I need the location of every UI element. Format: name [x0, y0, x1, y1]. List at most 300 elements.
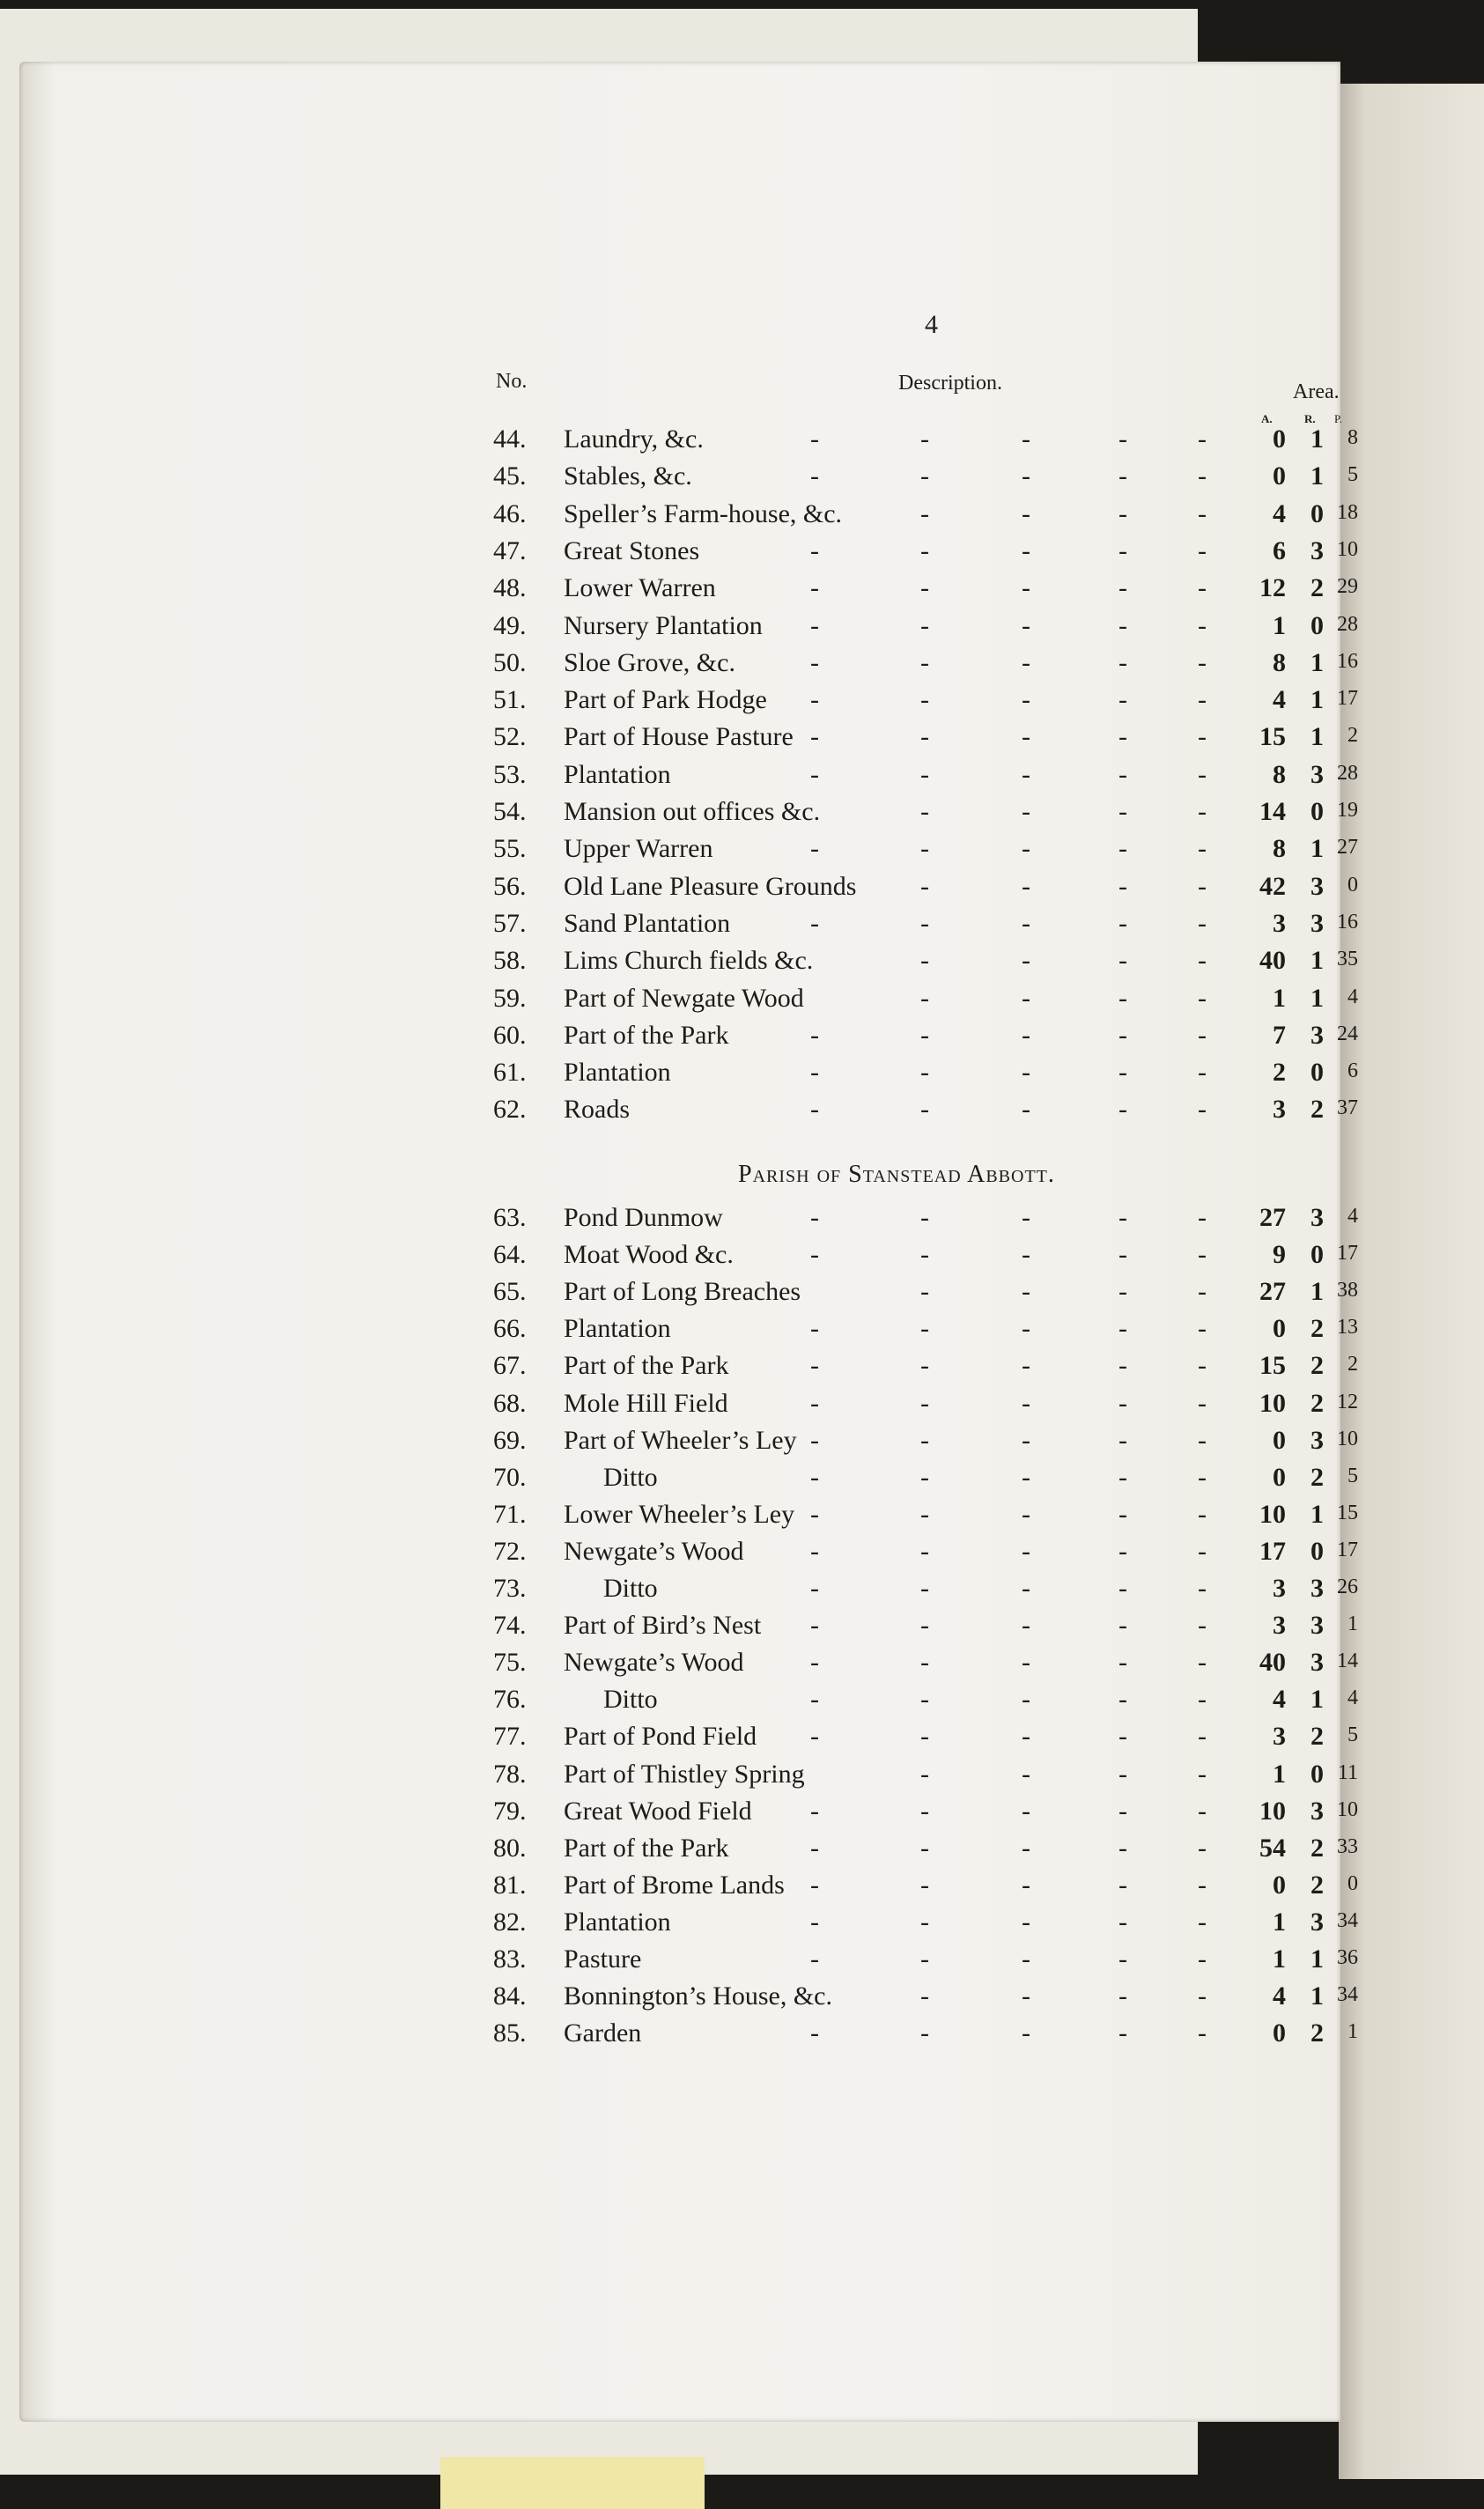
row-number: 69. — [493, 1425, 527, 1455]
row-description: Part of Park Hodge — [564, 685, 767, 715]
leader-dash: - — [920, 1796, 929, 1826]
row-acres: 1 — [1273, 1907, 1286, 1937]
header-description: Description. — [898, 372, 1002, 395]
leader-dash: - — [810, 1314, 819, 1344]
leader-dash: - — [1119, 1240, 1127, 1270]
leader-dash: - — [810, 1388, 819, 1418]
leader-dash: - — [920, 1870, 929, 1900]
leader-dash: - — [1022, 1277, 1030, 1307]
row-perches: 16 — [1337, 649, 1358, 673]
leader-dash: - — [1022, 1462, 1030, 1492]
row-roods: 1 — [1310, 647, 1324, 677]
row-perches: 29 — [1337, 575, 1358, 599]
leader-dash: - — [1022, 797, 1030, 826]
table-row — [0, 722, 1374, 757]
leader-dash: - — [810, 1833, 819, 1863]
leader-dash: - — [1198, 983, 1207, 1013]
leader-dash: - — [1022, 424, 1030, 454]
leader-dash: - — [810, 2018, 819, 2048]
row-acres: 8 — [1273, 834, 1286, 864]
row-description: Garden — [564, 2018, 642, 2048]
leader-dash: - — [920, 1240, 929, 1270]
leader-dash: - — [810, 1020, 819, 1050]
leader-dash: - — [920, 983, 929, 1013]
page-number: 4 — [925, 310, 938, 339]
row-roods: 3 — [1310, 1648, 1324, 1678]
row-number: 49. — [493, 610, 527, 640]
table-row — [0, 461, 1374, 497]
table-row — [0, 1389, 1374, 1424]
row-roods: 3 — [1310, 1425, 1324, 1455]
table-row — [0, 685, 1374, 720]
leader-dash: - — [920, 535, 929, 565]
leader-dash: - — [1022, 1425, 1030, 1455]
leader-dash: - — [920, 424, 929, 454]
leader-dash: - — [1198, 685, 1207, 715]
leader-dash: - — [810, 1058, 819, 1088]
leader-dash: - — [1119, 1388, 1127, 1418]
leader-dash: - — [920, 908, 929, 938]
row-acres: 1 — [1273, 1944, 1286, 1974]
row-number: 74. — [493, 1611, 527, 1641]
header-area: Area. — [1293, 380, 1340, 403]
leader-dash: - — [1119, 1981, 1127, 2011]
leader-dash: - — [920, 1095, 929, 1125]
row-number: 75. — [493, 1648, 527, 1678]
leader-dash: - — [1119, 834, 1127, 864]
table-row — [0, 1981, 1374, 2017]
table-row — [0, 1240, 1374, 1275]
row-description: Lower Wheeler’s Ley — [564, 1499, 795, 1529]
row-perches: 26 — [1337, 1576, 1358, 1598]
leader-dash: - — [1198, 1388, 1207, 1418]
row-perches: 11 — [1337, 1760, 1358, 1784]
leader-dash: - — [810, 1499, 819, 1529]
row-perches: 10 — [1337, 1427, 1358, 1450]
leader-dash: - — [1119, 1685, 1127, 1715]
leader-dash: - — [810, 461, 819, 491]
leader-dash: - — [1119, 1759, 1127, 1789]
row-number: 54. — [493, 797, 527, 826]
leader-dash: - — [920, 1981, 929, 2011]
table-row — [0, 1314, 1374, 1349]
leader-dash: - — [810, 834, 819, 864]
row-number: 53. — [493, 759, 527, 789]
leader-dash: - — [1119, 1058, 1127, 1088]
leader-dash: - — [1022, 1574, 1030, 1603]
yellow-slip — [440, 2457, 705, 2509]
row-number: 73. — [493, 1574, 527, 1603]
leader-dash: - — [1022, 1796, 1030, 1826]
row-description: Part of Bird’s Nest — [564, 1611, 762, 1641]
row-description: Lower Warren — [564, 573, 716, 603]
header-no: No. — [496, 370, 528, 393]
leader-dash: - — [1022, 908, 1030, 938]
leader-dash: - — [1119, 1611, 1127, 1641]
row-acres: 7 — [1273, 1020, 1286, 1050]
leader-dash: - — [920, 1277, 929, 1307]
row-number: 81. — [493, 1870, 527, 1900]
row-description: Plantation — [564, 1907, 671, 1937]
row-roods: 1 — [1310, 1499, 1324, 1529]
leader-dash: - — [810, 1870, 819, 1900]
leader-dash: - — [1022, 946, 1030, 976]
row-perches: 28 — [1337, 612, 1358, 636]
row-description: Bonnington’s House, &c. — [564, 1981, 832, 2011]
leader-dash: - — [810, 908, 819, 938]
leader-dash: - — [1119, 908, 1127, 938]
leader-dash: - — [1119, 498, 1127, 528]
leader-dash: - — [1198, 1277, 1207, 1307]
leader-dash: - — [1198, 573, 1207, 603]
table-row — [0, 909, 1374, 944]
row-roods: 2 — [1310, 1870, 1324, 1900]
leader-dash: - — [920, 1314, 929, 1344]
leader-dash: - — [920, 573, 929, 603]
row-perches: 1 — [1347, 2020, 1358, 2044]
row-description: Roads — [564, 1095, 630, 1125]
row-roods: 3 — [1310, 1907, 1324, 1937]
row-acres: 3 — [1273, 1722, 1286, 1752]
leader-dash: - — [920, 1058, 929, 1088]
row-roods: 3 — [1310, 1203, 1324, 1232]
leader-dash: - — [1022, 461, 1030, 491]
row-perches: 8 — [1347, 426, 1358, 449]
row-perches: 24 — [1337, 1022, 1358, 1045]
row-roods: 1 — [1310, 946, 1324, 976]
row-roods: 2 — [1310, 1314, 1324, 1344]
row-number: 83. — [493, 1944, 527, 1974]
leader-dash: - — [1022, 1095, 1030, 1125]
header-roods: R. — [1304, 412, 1316, 425]
leader-dash: - — [1198, 1796, 1207, 1826]
row-roods: 1 — [1310, 424, 1324, 454]
leader-dash: - — [1198, 1648, 1207, 1678]
row-perches: 0 — [1347, 873, 1358, 897]
leader-dash: - — [1119, 424, 1127, 454]
row-roods: 3 — [1310, 871, 1324, 901]
leader-dash: - — [1119, 983, 1127, 1013]
row-description: Newgate’s Wood — [564, 1648, 744, 1678]
section-heading: Parish of Stanstead Abbott. — [738, 1161, 1055, 1188]
row-acres: 2 — [1273, 1058, 1286, 1088]
row-number: 45. — [493, 461, 527, 491]
row-number: 84. — [493, 1981, 527, 2011]
table-row — [0, 499, 1374, 535]
row-perches: 2 — [1347, 724, 1358, 748]
leader-dash: - — [1198, 647, 1207, 677]
row-perches: 18 — [1337, 500, 1358, 524]
leader-dash: - — [1198, 498, 1207, 528]
leader-dash: - — [1119, 1574, 1127, 1603]
leader-dash: - — [1198, 908, 1207, 938]
leader-dash: - — [920, 685, 929, 715]
row-roods: 3 — [1310, 535, 1324, 565]
row-roods: 0 — [1310, 498, 1324, 528]
leader-dash: - — [920, 647, 929, 677]
row-acres: 0 — [1273, 2018, 1286, 2048]
leader-dash: - — [1198, 1944, 1207, 1974]
leader-dash: - — [1119, 647, 1127, 677]
leader-dash: - — [1022, 535, 1030, 565]
row-roods: 0 — [1310, 1240, 1324, 1270]
leader-dash: - — [1119, 610, 1127, 640]
row-acres: 12 — [1259, 573, 1286, 603]
row-roods: 3 — [1310, 1574, 1324, 1603]
row-roods: 2 — [1310, 1833, 1324, 1863]
leader-dash: - — [1022, 1499, 1030, 1529]
leader-dash: - — [1198, 1095, 1207, 1125]
leader-dash: - — [920, 722, 929, 752]
row-description: Sand Plantation — [564, 908, 731, 938]
leader-dash: - — [1022, 1722, 1030, 1752]
leader-dash: - — [1198, 722, 1207, 752]
leader-dash: - — [1119, 1722, 1127, 1752]
row-perches: 5 — [1347, 1464, 1358, 1487]
row-number: 58. — [493, 946, 527, 976]
table-row — [0, 1537, 1374, 1572]
leader-dash: - — [1198, 1722, 1207, 1752]
row-number: 61. — [493, 1058, 527, 1088]
leader-dash: - — [920, 498, 929, 528]
header-perches: P. — [1334, 412, 1343, 425]
table-row — [0, 1944, 1374, 1980]
leader-dash: - — [920, 1499, 929, 1529]
row-acres: 40 — [1259, 946, 1286, 976]
leader-dash: - — [1119, 1648, 1127, 1678]
leader-dash: - — [920, 759, 929, 789]
row-number: 79. — [493, 1796, 527, 1826]
leader-dash: - — [1119, 1833, 1127, 1863]
row-description: Part of the Park — [564, 1833, 729, 1863]
leader-dash: - — [1022, 1907, 1030, 1937]
leader-dash: - — [1022, 1759, 1030, 1789]
row-perches: 34 — [1337, 1983, 1358, 2007]
row-acres: 27 — [1259, 1277, 1286, 1307]
leader-dash: - — [1022, 647, 1030, 677]
row-perches: 0 — [1347, 1871, 1358, 1895]
leader-dash: - — [1198, 1611, 1207, 1641]
row-perches: 14 — [1337, 1649, 1358, 1673]
table-row — [0, 1058, 1374, 1093]
row-acres: 17 — [1259, 1536, 1286, 1566]
row-acres: 0 — [1273, 1462, 1286, 1492]
row-acres: 10 — [1259, 1388, 1286, 1418]
row-acres: 15 — [1259, 1351, 1286, 1381]
row-roods: 1 — [1310, 722, 1324, 752]
row-acres: 1 — [1273, 983, 1286, 1013]
leader-dash: - — [1198, 1351, 1207, 1381]
table-row — [0, 573, 1374, 609]
table-row — [0, 1021, 1374, 1056]
row-number: 47. — [493, 535, 527, 565]
table-row — [0, 946, 1374, 981]
leader-dash: - — [1022, 573, 1030, 603]
row-perches: 36 — [1337, 1946, 1358, 1969]
leader-dash: - — [810, 1648, 819, 1678]
leader-dash: - — [810, 424, 819, 454]
leader-dash: - — [810, 610, 819, 640]
row-acres: 3 — [1273, 1574, 1286, 1603]
row-acres: 10 — [1259, 1796, 1286, 1826]
table-row — [0, 1095, 1374, 1130]
row-number: 44. — [493, 424, 527, 454]
leader-dash: - — [1198, 1462, 1207, 1492]
row-roods: 2 — [1310, 1722, 1324, 1752]
row-roods: 1 — [1310, 1944, 1324, 1974]
leader-dash: - — [810, 573, 819, 603]
row-description: Mansion out offices &c. — [564, 797, 821, 826]
row-roods: 2 — [1310, 1095, 1324, 1125]
leader-dash: - — [1022, 2018, 1030, 2048]
leader-dash: - — [1198, 1058, 1207, 1088]
leader-dash: - — [1022, 871, 1030, 901]
row-acres: 1 — [1273, 1759, 1286, 1789]
row-description: Part of Newgate Wood — [564, 983, 804, 1013]
leader-dash: - — [1119, 871, 1127, 901]
leader-dash: - — [1022, 834, 1030, 864]
row-roods: 3 — [1310, 1020, 1324, 1050]
leader-dash: - — [1119, 1351, 1127, 1381]
row-roods: 2 — [1310, 2018, 1324, 2048]
leader-dash: - — [1198, 1314, 1207, 1344]
row-acres: 4 — [1273, 1981, 1286, 2011]
row-perches: 6 — [1347, 1059, 1358, 1083]
row-perches: 1 — [1347, 1612, 1358, 1636]
row-roods: 0 — [1310, 1536, 1324, 1566]
row-perches: 17 — [1337, 1242, 1358, 1266]
leader-dash: - — [1022, 1388, 1030, 1418]
table-row — [0, 797, 1374, 832]
table-row — [0, 834, 1374, 869]
row-perches: 28 — [1337, 761, 1358, 785]
leader-dash: - — [1119, 1314, 1127, 1344]
leader-dash: - — [1022, 722, 1030, 752]
row-roods: 2 — [1310, 1351, 1324, 1381]
row-acres: 54 — [1259, 1833, 1286, 1863]
leader-dash: - — [1198, 1574, 1207, 1603]
row-acres: 6 — [1273, 535, 1286, 565]
row-roods: 0 — [1310, 1058, 1324, 1088]
row-perches: 37 — [1337, 1096, 1358, 1120]
leader-dash: - — [1198, 2018, 1207, 2048]
leader-dash: - — [1022, 1536, 1030, 1566]
leader-dash: - — [810, 685, 819, 715]
row-roods: 3 — [1310, 759, 1324, 789]
leader-dash: - — [920, 1203, 929, 1232]
leader-dash: - — [1022, 1240, 1030, 1270]
row-acres: 0 — [1273, 1314, 1286, 1344]
leader-dash: - — [1198, 797, 1207, 826]
table-row — [0, 760, 1374, 795]
row-roods: 1 — [1310, 685, 1324, 715]
leader-dash: - — [1119, 2018, 1127, 2048]
row-acres: 1 — [1273, 610, 1286, 640]
row-roods: 0 — [1310, 610, 1324, 640]
row-description: Pasture — [564, 1944, 642, 1974]
row-roods: 1 — [1310, 1277, 1324, 1307]
leader-dash: - — [810, 1203, 819, 1232]
row-acres: 3 — [1273, 1611, 1286, 1641]
leader-dash: - — [1022, 1685, 1030, 1715]
leader-dash: - — [1119, 946, 1127, 976]
leader-dash: - — [1022, 1611, 1030, 1641]
row-roods: 1 — [1310, 1685, 1324, 1715]
leader-dash: - — [1119, 1907, 1127, 1937]
row-number: 57. — [493, 908, 527, 938]
row-description: Part of Long Breaches — [564, 1277, 801, 1307]
row-acres: 4 — [1273, 498, 1286, 528]
row-acres: 8 — [1273, 647, 1286, 677]
leader-dash: - — [1119, 759, 1127, 789]
table-row — [0, 1500, 1374, 1535]
leader-dash: - — [1198, 834, 1207, 864]
leader-dash: - — [920, 946, 929, 976]
row-perches: 2 — [1347, 1353, 1358, 1376]
leader-dash: - — [920, 1574, 929, 1603]
leader-dash: - — [810, 1722, 819, 1752]
leader-dash: - — [920, 1536, 929, 1566]
row-description: Newgate’s Wood — [564, 1536, 744, 1566]
row-perches: 15 — [1337, 1501, 1358, 1524]
row-acres: 9 — [1273, 1240, 1286, 1270]
row-description: Part of House Pasture — [564, 722, 794, 752]
table-row — [0, 2018, 1374, 2054]
row-perches: 10 — [1337, 1797, 1358, 1821]
row-number: 60. — [493, 1020, 527, 1050]
leader-dash: - — [1119, 797, 1127, 826]
row-description: Speller’s Farm-house, &c. — [564, 498, 843, 528]
row-acres: 3 — [1273, 1095, 1286, 1125]
table-row — [0, 1797, 1374, 1832]
row-perches: 13 — [1337, 1316, 1358, 1339]
row-roods: 0 — [1310, 1759, 1324, 1789]
leader-dash: - — [920, 1648, 929, 1678]
row-roods: 2 — [1310, 573, 1324, 603]
row-number: 52. — [493, 722, 527, 752]
leader-dash: - — [810, 722, 819, 752]
leader-dash: - — [810, 1685, 819, 1715]
leader-dash: - — [1022, 1203, 1030, 1232]
leader-dash: - — [1022, 498, 1030, 528]
row-roods: 3 — [1310, 1611, 1324, 1641]
row-acres: 4 — [1273, 1685, 1286, 1715]
leader-dash: - — [920, 610, 929, 640]
row-description: Laundry, &c. — [564, 424, 704, 454]
leader-dash: - — [920, 461, 929, 491]
leader-dash: - — [1198, 610, 1207, 640]
row-description: Part of Brome Lands — [564, 1870, 785, 1900]
table-row — [0, 1574, 1374, 1609]
leader-dash: - — [1198, 1240, 1207, 1270]
row-number: 50. — [493, 647, 527, 677]
leader-dash: - — [1022, 759, 1030, 789]
row-description: Upper Warren — [564, 834, 713, 864]
leader-dash: - — [810, 647, 819, 677]
leader-dash: - — [1119, 461, 1127, 491]
leader-dash: - — [1119, 1462, 1127, 1492]
leader-dash: - — [1022, 1351, 1030, 1381]
table-row — [0, 424, 1374, 460]
leader-dash: - — [1022, 610, 1030, 640]
row-description: Part of Wheeler’s Ley — [564, 1425, 797, 1455]
leader-dash: - — [1198, 871, 1207, 901]
row-number: 76. — [493, 1685, 527, 1715]
row-description: Moat Wood &c. — [564, 1240, 734, 1270]
row-acres: 15 — [1259, 722, 1286, 752]
row-description: Ditto — [564, 1462, 658, 1492]
row-acres: 4 — [1273, 685, 1286, 715]
